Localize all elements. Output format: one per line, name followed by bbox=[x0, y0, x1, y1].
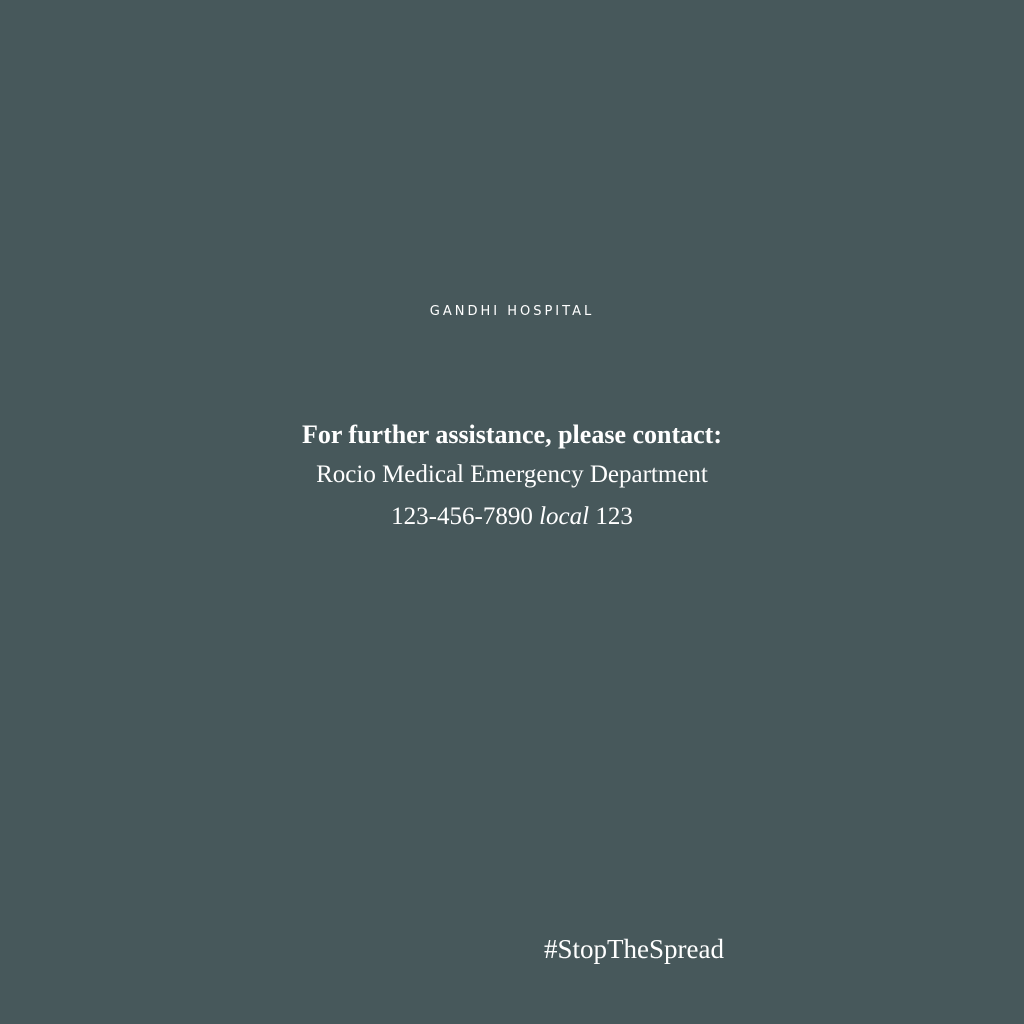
hashtag: #StopTheSpread bbox=[544, 934, 724, 964]
contact-heading: For further assistance, please contact: bbox=[301, 420, 722, 449]
department-name: Rocio Medical Emergency Department bbox=[316, 461, 708, 488]
phone-line bbox=[0, 496, 1024, 538]
contact-block bbox=[0, 416, 1024, 538]
hospital-name: GANDHI HOSPITAL bbox=[429, 304, 595, 319]
local-label: local bbox=[539, 503, 590, 530]
phone-number: 123-456-7890 bbox=[391, 503, 533, 530]
phone-extension: 123 bbox=[595, 503, 633, 530]
